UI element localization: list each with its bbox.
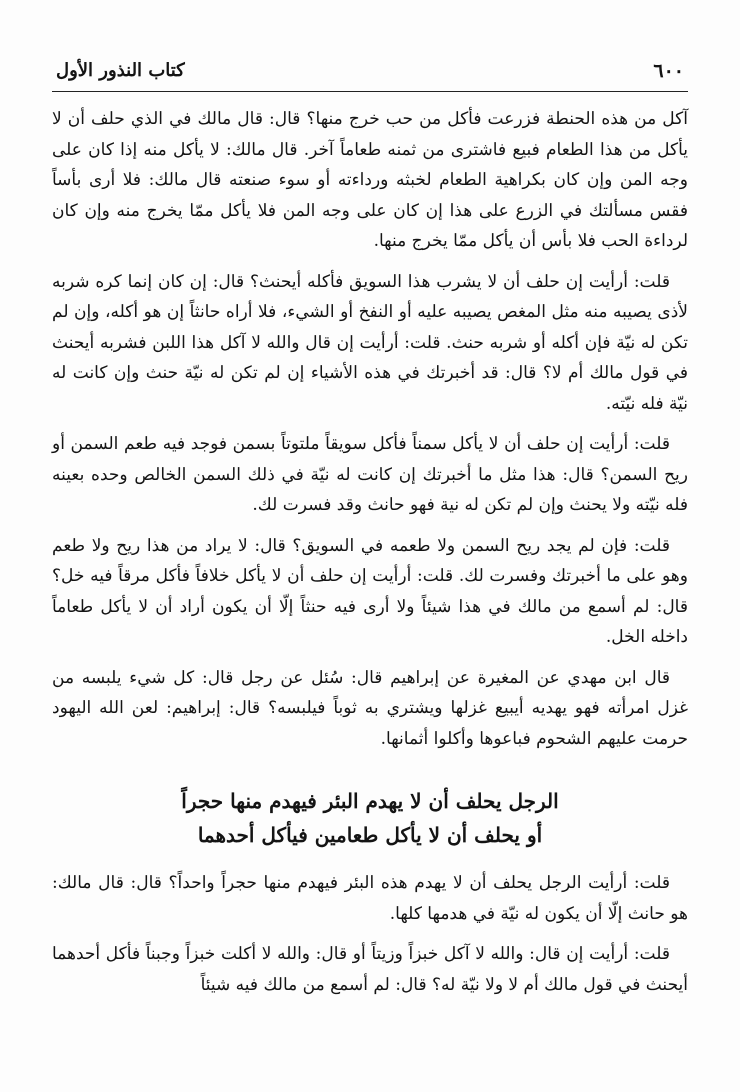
chapter-heading-line-2: أو يحلف أن لا يأكل طعامين فيأكل أحدهما xyxy=(197,823,543,847)
paragraph-3: قلت: أرأيت إن حلف أن لا يأكل سمناً فأكل سويقاً ملتوتاً بسمن فوجد فيه طعم السمن أو ريح السمن؟ قال: هذا مثل ما أخبرتك إن كانت له نيّة في ذلك السمن الخالص وحده بعينه فله نيّته ولا يحنث وإن لم تكن له نية فهو حانث وقد فسرت لك. xyxy=(52,434,688,515)
paragraph-5: قال ابن مهدي عن المغيرة عن إبراهيم قال: سُئل عن رجل قال: كل شيء يلبسه من غزل امرأته فهو يهديه أيبيع غزلها ويشتري به ثوباً فيلبسه؟ قال: إبراهيم: لعن الله اليهود حرمت عليهم الشحوم فباعوها وأكلوا أثمانها. xyxy=(52,667,688,749)
chapter-heading-line-1: الرجل يحلف أن لا يهدم البئر فيهدم منها حجراً xyxy=(181,789,559,813)
chapter-heading xyxy=(52,784,688,852)
paragraph-2: قلت: أرأيت إن حلف أن لا يشرب هذا السويق فأكله أيحنث؟ قال: إن كان إنما كره شربه لأذى يصيبه منه مثل المغص يصيبه عليه أو النفخ أو الشيء، فلا أراه حانثاً إن هو أكله، وإن لم تكن له نيّة فإن أكله أو شربه حنث. قلت: أرأيت إن قال والله لا آكل هذا اللبن فشربه أيحنث في قول مالك أم لا؟ قال: قد أخبرتك في هذه الأشياء إن لم تكن له نيّة حنث وإن كانت له نيّة فله نيّته. xyxy=(52,271,688,414)
page-header xyxy=(52,56,688,92)
header-divider xyxy=(52,91,688,92)
page-body xyxy=(52,104,688,1010)
running-title: كتاب النذور الأول xyxy=(56,60,185,81)
paragraph-1: آكل من هذه الحنطة فزرعت فأكل من حب خرج منها؟ قال: قال مالك في الذي حلف أن لا يأكل من هذا الطعام فبيع فاشترى من ثمنه طعاماً آخر. قال مالك: لا يأكل منه إذا كان على وجه المن وإن كان بكراهية الطعام لخبثه ورداءته أو سوء صنعته قال مالك: فلا أرى بأساً فقس مسألتك في الزرع على هذا إن كان على وجه المن فلا يأكل ممّا يخرج منه وإن كان لرداءة الحب فلا بأس أن يأكل ممّا يخرج منها. xyxy=(52,109,688,251)
page-number: ٦٠٠ xyxy=(653,60,684,82)
paragraph-7: قلت: أرأيت إن قال: والله لا آكل خبزاً وزيتاً أو قال: والله لا أكلت خبزاً وجبناً فأكل أحدهما أيحنث في قول مالك أم لا ولا نيّة له؟ قال: لم أسمع من مالك فيه شيئاً xyxy=(52,944,688,995)
paragraph-4: قلت: فإن لم يجد ريح السمن ولا طعمه في السويق؟ قال: لا يراد من هذا ريح ولا طعم وهو على ما أخبرتك وفسرت لك. قلت: أرأيت إن حلف أن لا يأكل خلافاً فأكل مرقاً فيه خل؟ قال: لم أسمع من مالك في هذا شيئاً ولا أرى فيه حنثاً إلّا أن يكون أراد أن لا يأكل طعاماً داخله الخل. xyxy=(52,535,688,647)
paragraph-6: قلت: أرأيت الرجل يحلف أن لا يهدم هذه البئر فيهدم منها حجراً واحداً؟ قال: قال مالك: هو حانث إلّا أن يكون له نيّة في هدمها كلها. xyxy=(52,873,688,924)
